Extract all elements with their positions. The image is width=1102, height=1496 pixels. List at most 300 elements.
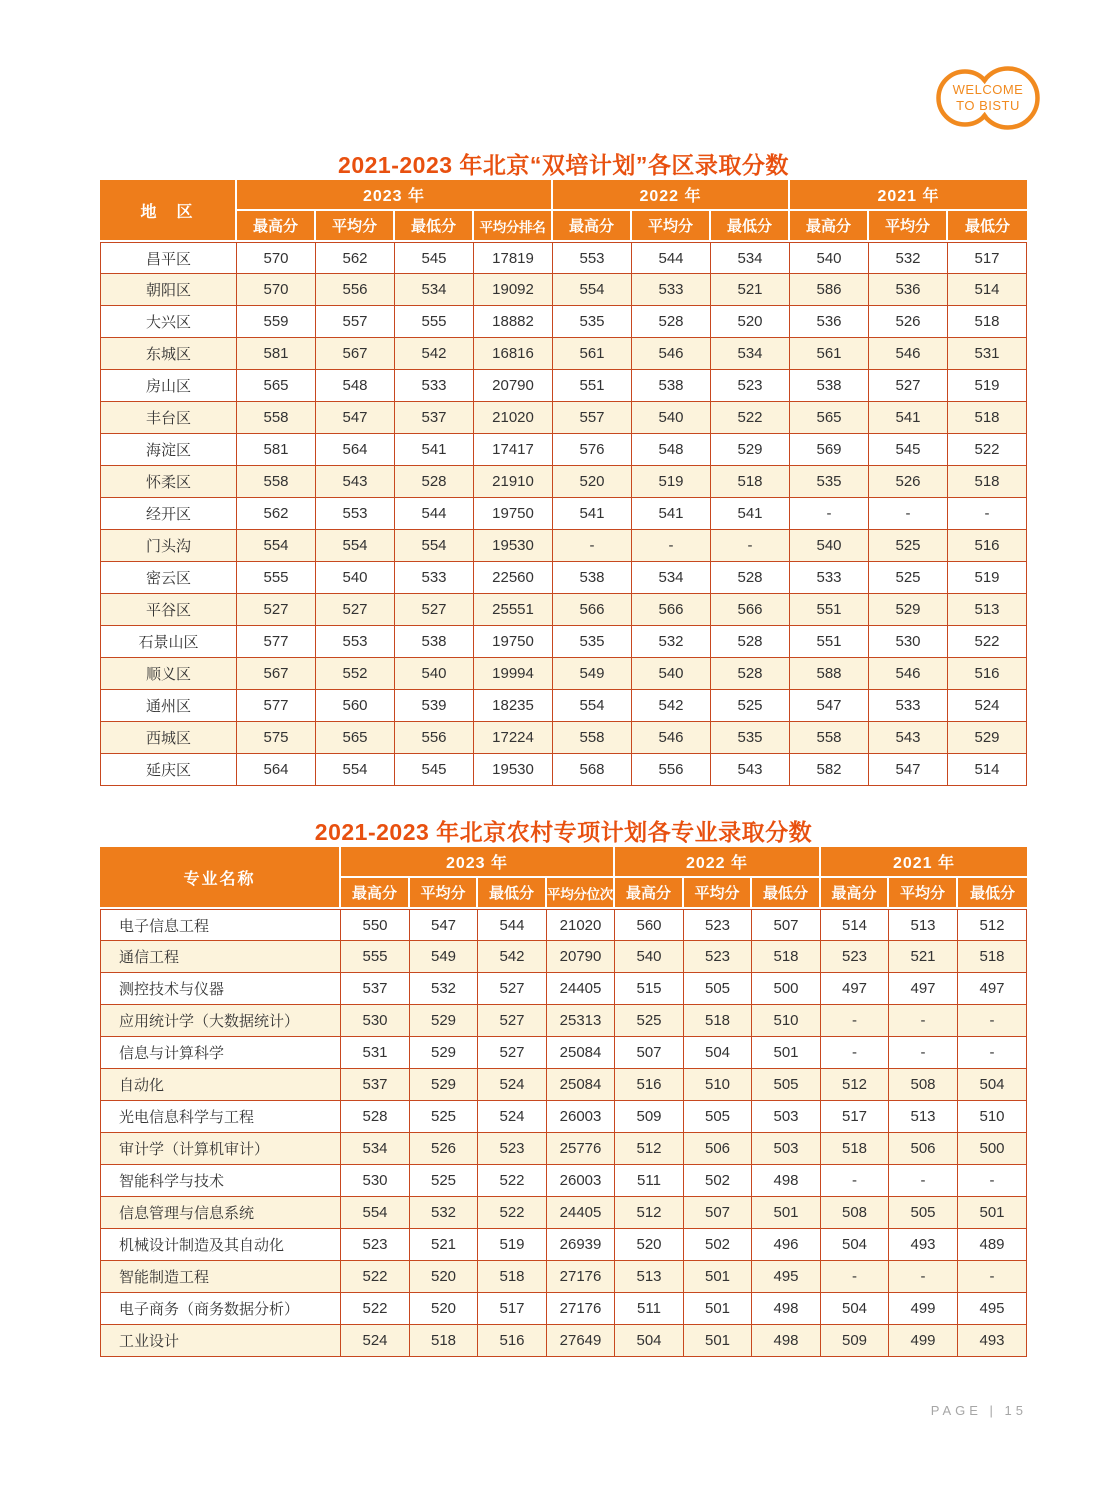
score-cell: 501 (752, 1037, 821, 1069)
score-cell: 527 (869, 370, 948, 402)
score-cell: 511 (615, 1293, 684, 1325)
score-cell: - (958, 1005, 1027, 1037)
score-cell: 547 (790, 690, 869, 722)
score-cell: 527 (316, 594, 395, 626)
score-cell: 534 (395, 274, 474, 306)
score-cell: 25084 (547, 1069, 615, 1101)
score-cell: 562 (316, 242, 395, 274)
table-row (100, 498, 1027, 530)
score-cell: 586 (790, 274, 869, 306)
score-cell: - (711, 530, 790, 562)
column-header: 最低分 (752, 878, 821, 909)
score-cell: 544 (632, 242, 711, 274)
table-row (100, 1229, 1027, 1261)
score-cell: 565 (237, 370, 316, 402)
score-cell: 516 (948, 658, 1027, 690)
score-cell: 554 (316, 754, 395, 786)
score-cell: - (869, 498, 948, 530)
score-cell: 19530 (474, 754, 553, 786)
score-cell: 498 (752, 1165, 821, 1197)
first-column-header: 专业名称 (100, 847, 341, 909)
table-row (100, 941, 1027, 973)
score-cell: 527 (478, 1005, 547, 1037)
score-cell: 522 (948, 626, 1027, 658)
major-cell: 工业设计 (100, 1325, 341, 1357)
score-cell: 518 (478, 1261, 547, 1293)
score-cell: 522 (478, 1197, 547, 1229)
score-cell: 537 (341, 1069, 410, 1101)
score-cell: 533 (395, 370, 474, 402)
score-cell: 506 (889, 1133, 958, 1165)
score-cell: 26003 (547, 1165, 615, 1197)
score-cell: 554 (237, 530, 316, 562)
score-cell: 547 (316, 402, 395, 434)
score-cell: 527 (237, 594, 316, 626)
region-cell: 朝阳区 (100, 274, 237, 306)
table-row (100, 754, 1027, 786)
column-header: 平均分位次 (547, 878, 615, 909)
score-cell: 524 (948, 690, 1027, 722)
major-cell: 审计学（计算机审计） (100, 1133, 341, 1165)
score-cell: 528 (711, 562, 790, 594)
score-cell: 581 (237, 338, 316, 370)
score-cell: 519 (948, 370, 1027, 402)
score-cell: 546 (632, 338, 711, 370)
score-cell: 518 (948, 402, 1027, 434)
score-cell: 504 (684, 1037, 752, 1069)
score-cell: 556 (632, 754, 711, 786)
score-cell: 555 (395, 306, 474, 338)
score-cell: 544 (395, 498, 474, 530)
score-cell: 530 (341, 1165, 410, 1197)
table-row (100, 274, 1027, 306)
score-cell: 497 (958, 973, 1027, 1005)
score-cell: 535 (711, 722, 790, 754)
column-header: 最高分 (237, 211, 316, 242)
score-cell: 19530 (474, 530, 553, 562)
score-cell: 551 (553, 370, 632, 402)
score-cell: 25551 (474, 594, 553, 626)
score-cell: 540 (632, 402, 711, 434)
region-cell: 昌平区 (100, 242, 237, 274)
score-cell: 542 (632, 690, 711, 722)
table-row (100, 626, 1027, 658)
score-cell: 514 (948, 274, 1027, 306)
table2-title: 2021-2023 年北京农村专项计划各专业录取分数 (314, 819, 813, 845)
table-row (100, 338, 1027, 370)
score-cell: 567 (237, 658, 316, 690)
score-cell: 489 (958, 1229, 1027, 1261)
score-cell: 577 (237, 626, 316, 658)
table-row (100, 1165, 1027, 1197)
score-cell: 521 (410, 1229, 478, 1261)
score-cell: 512 (615, 1197, 684, 1229)
year-group-header: 2021 年 (821, 847, 1027, 878)
score-cell: 519 (948, 562, 1027, 594)
region-cell: 平谷区 (100, 594, 237, 626)
score-cell: 541 (869, 402, 948, 434)
score-cell: - (821, 1165, 889, 1197)
score-cell: 558 (237, 402, 316, 434)
column-header: 平均分排名 (474, 211, 553, 242)
score-cell: 534 (632, 562, 711, 594)
score-cell: 524 (478, 1069, 547, 1101)
score-cell: 568 (553, 754, 632, 786)
table-row (100, 690, 1027, 722)
table-row (100, 973, 1027, 1005)
major-cell: 电子商务（商务数据分析） (100, 1293, 341, 1325)
score-cell: - (958, 1037, 1027, 1069)
score-cell: 528 (341, 1101, 410, 1133)
score-cell: 504 (958, 1069, 1027, 1101)
score-cell: 554 (553, 274, 632, 306)
score-cell: 513 (948, 594, 1027, 626)
table-row (100, 370, 1027, 402)
score-cell: 519 (632, 466, 711, 498)
score-cell: - (553, 530, 632, 562)
score-cell: 526 (869, 306, 948, 338)
major-cell: 光电信息科学与工程 (100, 1101, 341, 1133)
score-cell: 560 (316, 690, 395, 722)
score-cell: 552 (316, 658, 395, 690)
score-cell: 540 (615, 941, 684, 973)
score-cell: 544 (478, 909, 547, 941)
score-cell: 527 (478, 973, 547, 1005)
score-cell: 561 (790, 338, 869, 370)
score-cell: 547 (410, 909, 478, 941)
score-cell: - (821, 1037, 889, 1069)
score-cell: 501 (684, 1325, 752, 1357)
score-cell: 530 (341, 1005, 410, 1037)
score-cell: 523 (711, 370, 790, 402)
score-cell: 502 (684, 1229, 752, 1261)
score-cell: 536 (790, 306, 869, 338)
score-cell: 533 (632, 274, 711, 306)
score-cell: 514 (948, 754, 1027, 786)
major-cell: 通信工程 (100, 941, 341, 973)
score-cell: 522 (341, 1261, 410, 1293)
major-cell: 智能制造工程 (100, 1261, 341, 1293)
score-cell: 518 (410, 1325, 478, 1357)
major-cell: 电子信息工程 (100, 909, 341, 941)
score-cell: 541 (711, 498, 790, 530)
score-cell: 17417 (474, 434, 553, 466)
score-cell: 17819 (474, 242, 553, 274)
score-cell: 562 (237, 498, 316, 530)
score-cell: 505 (889, 1197, 958, 1229)
score-cell: 535 (553, 306, 632, 338)
score-cell: 565 (790, 402, 869, 434)
table-row (100, 1101, 1027, 1133)
score-cell: 527 (478, 1037, 547, 1069)
year-group-header: 2021 年 (790, 180, 1027, 211)
region-cell: 东城区 (100, 338, 237, 370)
score-cell: 543 (711, 754, 790, 786)
column-header: 平均分 (410, 878, 478, 909)
score-cell: 507 (752, 909, 821, 941)
score-cell: 553 (553, 242, 632, 274)
score-cell: 557 (553, 402, 632, 434)
score-cell: - (790, 498, 869, 530)
score-cell: 27176 (547, 1261, 615, 1293)
score-cell: 535 (790, 466, 869, 498)
column-header: 最高分 (790, 211, 869, 242)
column-header: 平均分 (316, 211, 395, 242)
score-cell: 547 (869, 754, 948, 786)
score-cell: - (889, 1037, 958, 1069)
score-cell: - (821, 1261, 889, 1293)
score-cell: 549 (410, 941, 478, 973)
score-cell: 545 (869, 434, 948, 466)
bistu-logo (936, 56, 1040, 142)
score-cell: 533 (790, 562, 869, 594)
logo-line1: WELCOME (952, 82, 1024, 97)
score-cell: 523 (478, 1133, 547, 1165)
score-cell: 27176 (547, 1293, 615, 1325)
score-cell: 26939 (547, 1229, 615, 1261)
score-cell: 520 (711, 306, 790, 338)
score-cell: 19750 (474, 626, 553, 658)
score-cell: 545 (395, 754, 474, 786)
score-cell: 518 (948, 466, 1027, 498)
region-cell: 通州区 (100, 690, 237, 722)
score-cell: 554 (316, 530, 395, 562)
column-header: 最高分 (821, 878, 889, 909)
score-cell: 518 (948, 306, 1027, 338)
page (100, 0, 1027, 1496)
score-cell: 525 (869, 530, 948, 562)
column-header: 最低分 (711, 211, 790, 242)
score-cell: 25776 (547, 1133, 615, 1165)
major-cell: 智能科学与技术 (100, 1165, 341, 1197)
score-cell: 495 (752, 1261, 821, 1293)
score-cell: 518 (821, 1133, 889, 1165)
score-cell: 517 (478, 1293, 547, 1325)
column-header: 平均分 (869, 211, 948, 242)
score-cell: 570 (237, 274, 316, 306)
score-cell: 528 (632, 306, 711, 338)
score-cell: 535 (553, 626, 632, 658)
score-cell: 528 (395, 466, 474, 498)
score-cell: 525 (410, 1165, 478, 1197)
score-cell: 512 (958, 909, 1027, 941)
score-cell: 541 (553, 498, 632, 530)
score-cell: 524 (478, 1101, 547, 1133)
score-cell: 541 (395, 434, 474, 466)
score-cell: 548 (632, 434, 711, 466)
region-cell: 经开区 (100, 498, 237, 530)
score-cell: 531 (341, 1037, 410, 1069)
region-cell: 密云区 (100, 562, 237, 594)
score-cell: 507 (615, 1037, 684, 1069)
score-cell: 538 (790, 370, 869, 402)
table-row (100, 402, 1027, 434)
score-cell: 520 (410, 1261, 478, 1293)
score-cell: 558 (790, 722, 869, 754)
score-cell: 510 (684, 1069, 752, 1101)
region-cell: 西城区 (100, 722, 237, 754)
score-cell: 20790 (547, 941, 615, 973)
dual-training-scores-table (100, 180, 1027, 786)
score-cell: 18882 (474, 306, 553, 338)
score-cell: 529 (410, 1005, 478, 1037)
score-cell: 560 (615, 909, 684, 941)
score-cell: 527 (395, 594, 474, 626)
score-cell: 515 (615, 973, 684, 1005)
table-row (100, 909, 1027, 941)
score-cell: 498 (752, 1325, 821, 1357)
score-cell: 581 (237, 434, 316, 466)
major-cell: 信息与计算科学 (100, 1037, 341, 1069)
score-cell: 569 (790, 434, 869, 466)
score-cell: 517 (821, 1101, 889, 1133)
score-cell: 549 (553, 658, 632, 690)
score-cell: 24405 (547, 1197, 615, 1229)
score-cell: 567 (316, 338, 395, 370)
score-cell: 554 (553, 690, 632, 722)
score-cell: 532 (410, 973, 478, 1005)
region-cell: 房山区 (100, 370, 237, 402)
score-cell: 496 (752, 1229, 821, 1261)
score-cell: 505 (684, 1101, 752, 1133)
score-cell: 505 (752, 1069, 821, 1101)
table1-title: 2021-2023 年北京“双培计划”各区录取分数 (338, 152, 789, 178)
score-cell: 546 (869, 338, 948, 370)
score-cell: 538 (632, 370, 711, 402)
score-cell: 565 (316, 722, 395, 754)
score-cell: 519 (478, 1229, 547, 1261)
region-cell: 怀柔区 (100, 466, 237, 498)
major-cell: 自动化 (100, 1069, 341, 1101)
score-cell: 511 (615, 1165, 684, 1197)
score-cell: 503 (752, 1101, 821, 1133)
table-row (100, 1005, 1027, 1037)
score-cell: 545 (395, 242, 474, 274)
major-cell: 测控技术与仪器 (100, 973, 341, 1005)
score-cell: 500 (752, 973, 821, 1005)
first-column-header: 地 区 (100, 180, 237, 242)
score-cell: 518 (752, 941, 821, 973)
score-cell: 576 (553, 434, 632, 466)
major-cell: 应用统计学（大数据统计） (100, 1005, 341, 1037)
score-cell: 21020 (474, 402, 553, 434)
score-cell: 18235 (474, 690, 553, 722)
table-row (100, 1325, 1027, 1357)
column-header: 平均分 (889, 878, 958, 909)
score-cell: 520 (615, 1229, 684, 1261)
table-row (100, 722, 1027, 754)
score-cell: 555 (237, 562, 316, 594)
column-header: 最低分 (478, 878, 547, 909)
score-cell: 521 (711, 274, 790, 306)
column-header: 最高分 (615, 878, 684, 909)
score-cell: 17224 (474, 722, 553, 754)
score-cell: 588 (790, 658, 869, 690)
table-row (100, 306, 1027, 338)
score-cell: 543 (869, 722, 948, 754)
score-cell: 21910 (474, 466, 553, 498)
score-cell: - (889, 1165, 958, 1197)
score-cell: - (958, 1261, 1027, 1293)
score-cell: 529 (410, 1037, 478, 1069)
score-cell: 559 (237, 306, 316, 338)
score-cell: 532 (410, 1197, 478, 1229)
score-cell: - (948, 498, 1027, 530)
score-cell: 548 (316, 370, 395, 402)
region-cell: 大兴区 (100, 306, 237, 338)
table-row (100, 242, 1027, 274)
score-cell: 523 (821, 941, 889, 973)
score-cell: 518 (711, 466, 790, 498)
score-cell: 501 (958, 1197, 1027, 1229)
score-cell: 530 (869, 626, 948, 658)
score-cell: 555 (341, 941, 410, 973)
table-row (100, 466, 1027, 498)
score-cell: 532 (632, 626, 711, 658)
score-cell: 504 (821, 1229, 889, 1261)
score-cell: 550 (341, 909, 410, 941)
score-cell: 534 (711, 338, 790, 370)
score-cell: 546 (632, 722, 711, 754)
score-cell: 503 (752, 1133, 821, 1165)
score-cell: 510 (958, 1101, 1027, 1133)
score-cell: 499 (889, 1325, 958, 1357)
score-cell: 551 (790, 626, 869, 658)
score-cell: 551 (790, 594, 869, 626)
score-cell: - (889, 1261, 958, 1293)
table-row (100, 1197, 1027, 1229)
major-cell: 机械设计制造及其自动化 (100, 1229, 341, 1261)
table-row (100, 594, 1027, 626)
score-cell: 497 (889, 973, 958, 1005)
score-cell: 493 (958, 1325, 1027, 1357)
column-header: 最低分 (958, 878, 1027, 909)
score-cell: 546 (869, 658, 948, 690)
table-row (100, 562, 1027, 594)
table-row (100, 1069, 1027, 1101)
score-cell: 508 (821, 1197, 889, 1229)
score-cell: 26003 (547, 1101, 615, 1133)
score-cell: 531 (948, 338, 1027, 370)
score-cell: 556 (316, 274, 395, 306)
score-cell: 513 (889, 909, 958, 941)
score-cell: 498 (752, 1293, 821, 1325)
score-cell: 540 (316, 562, 395, 594)
score-cell: 513 (615, 1261, 684, 1293)
column-header: 最低分 (948, 211, 1027, 242)
score-cell: 534 (711, 242, 790, 274)
score-cell: 505 (684, 973, 752, 1005)
score-cell: 516 (948, 530, 1027, 562)
score-cell: - (632, 530, 711, 562)
score-cell: 538 (395, 626, 474, 658)
score-cell: 540 (632, 658, 711, 690)
score-cell: 516 (615, 1069, 684, 1101)
score-cell: 540 (790, 530, 869, 562)
year-group-header: 2023 年 (237, 180, 553, 211)
region-cell: 海淀区 (100, 434, 237, 466)
score-cell: 523 (341, 1229, 410, 1261)
score-cell: 538 (553, 562, 632, 594)
region-cell: 延庆区 (100, 754, 237, 786)
score-cell: 542 (395, 338, 474, 370)
score-cell: 512 (821, 1069, 889, 1101)
score-cell: 533 (869, 690, 948, 722)
table-row (100, 1037, 1027, 1069)
score-cell: 507 (684, 1197, 752, 1229)
table-row (100, 434, 1027, 466)
region-cell: 顺义区 (100, 658, 237, 690)
